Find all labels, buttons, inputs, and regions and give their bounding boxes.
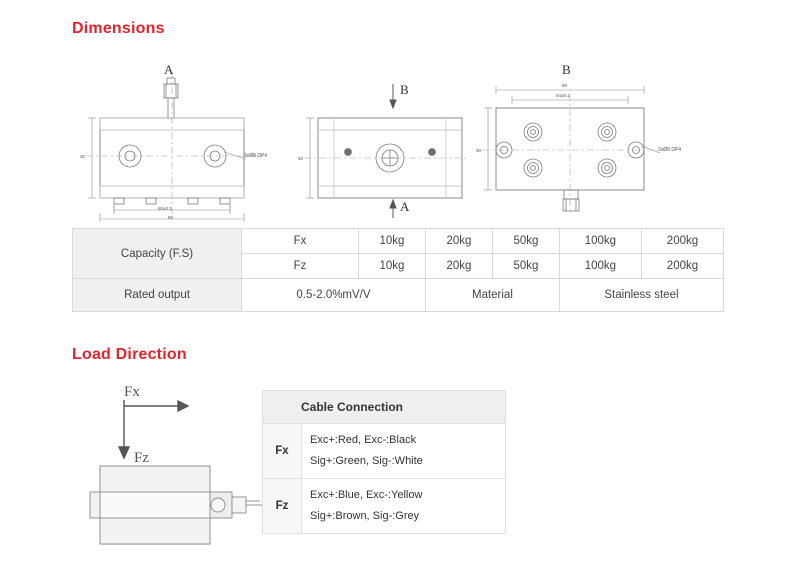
rated-output-value: 0.5-2.0%mV/V <box>242 279 426 312</box>
capacity-fx-value-0: 10kg <box>359 229 426 254</box>
table-row <box>263 424 506 479</box>
dimensions-section-title: Dimensions <box>72 20 165 37</box>
table-row <box>263 478 506 533</box>
rated-output-label: Rated output <box>73 279 242 312</box>
side-view-svg <box>290 56 470 224</box>
top-height-dimension: 30 <box>476 148 482 153</box>
front-view-label: A <box>164 62 174 77</box>
top-view-label: B <box>562 62 571 77</box>
table-row <box>73 279 724 312</box>
load-direction-section-title: Load Direction <box>72 346 187 363</box>
side-view-section-a-label: A <box>400 199 410 214</box>
front-hole-note: 2xØ8 DP4 <box>244 153 268 159</box>
load-direction-diagram <box>72 378 262 563</box>
cable-fx-line1: Exc+:Red, Exc-:Black <box>310 434 417 446</box>
load-direction-area <box>72 378 732 563</box>
table-row <box>263 391 506 424</box>
capacity-fz-value-3: 100kg <box>559 254 641 279</box>
fx-direction-label: Fx <box>124 384 140 400</box>
drawing-front-view <box>72 56 272 224</box>
cable-row-fz-axis: Fz <box>263 478 302 533</box>
capacity-fz-label: Fz <box>242 254 359 279</box>
front-inner-dimension: 60±0.1 <box>158 206 172 211</box>
dimension-drawings <box>72 56 732 224</box>
capacity-fx-value-1: 20kg <box>425 229 492 254</box>
capacity-fx-value-4: 200kg <box>641 229 723 254</box>
cable-fx-line2: Sig+:Green, Sig-:White <box>310 454 423 467</box>
capacity-fx-value-2: 50kg <box>492 229 559 254</box>
material-value: Stainless steel <box>559 279 723 312</box>
capacity-fz-value-4: 200kg <box>641 254 723 279</box>
top-hole-note: 2xØ8 DP4 <box>658 147 682 153</box>
side-height-dimension: 30 <box>298 156 304 161</box>
top-inner-dimension: 64±0.1 <box>556 93 570 98</box>
capacity-fz-value-0: 10kg <box>359 254 426 279</box>
cable-row-fx-values <box>302 424 506 479</box>
capacity-fz-value-1: 20kg <box>425 254 492 279</box>
front-width-dimension: 80 <box>168 215 174 220</box>
capacity-fx-value-3: 100kg <box>559 229 641 254</box>
capacity-label: Capacity (F.S) <box>73 229 242 279</box>
cable-row-fz-values <box>302 478 506 533</box>
cable-fz-line1: Exc+:Blue, Exc-:Yellow <box>310 488 423 501</box>
top-width-dimension: 80 <box>562 83 568 88</box>
material-label: Material <box>425 279 559 312</box>
capacity-fx-label: Fx <box>242 229 359 254</box>
cable-fz-line2: Sig+:Brown, Sig-:Grey <box>310 509 420 522</box>
capacity-fz-value-2: 50kg <box>492 254 559 279</box>
drawing-top-view <box>460 56 680 224</box>
side-view-section-b-label: B <box>400 82 409 97</box>
cable-connection-table <box>262 390 506 534</box>
drawing-side-view <box>290 56 470 224</box>
front-view-svg <box>72 56 272 224</box>
specification-table <box>72 228 724 312</box>
cable-connection-header: Cable Connection <box>263 391 506 424</box>
cable-row-fx-axis: Fx <box>263 424 302 479</box>
table-row <box>73 229 724 254</box>
top-view-svg <box>460 56 680 224</box>
fz-direction-label: Fz <box>134 450 149 466</box>
front-height-dimension: 30 <box>80 154 86 159</box>
